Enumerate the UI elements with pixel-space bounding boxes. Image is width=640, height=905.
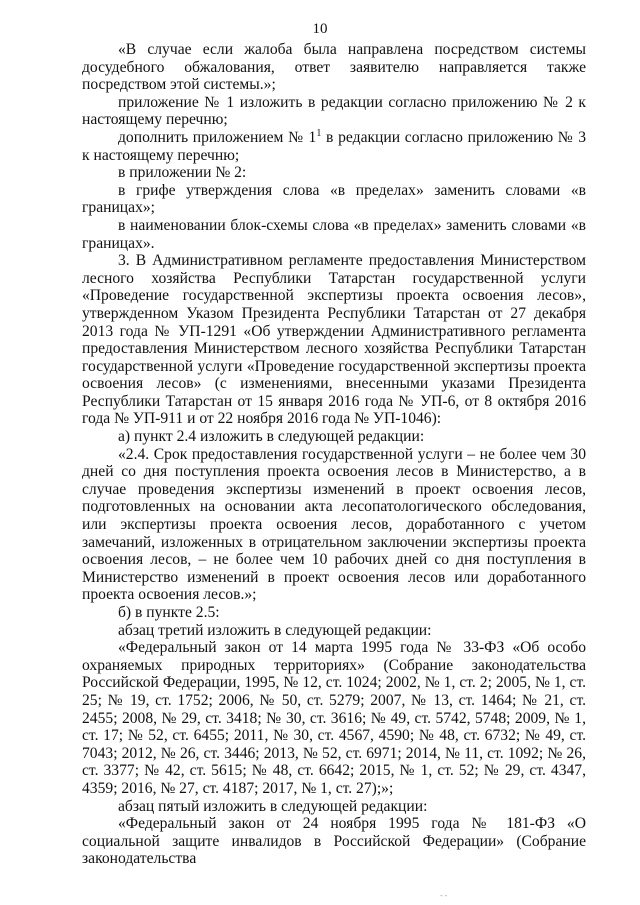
page-number: 10 (312, 21, 328, 37)
superscript-1: 1 (316, 127, 322, 139)
document-body (82, 41, 586, 868)
paragraph-4: в приложении № 2: (118, 164, 247, 182)
paragraph-3-rest: в редакции согласно приложению № 3 к настоящему перечню; (82, 128, 586, 164)
paragraph-8: а) пункт 2.4 изложить в следующей редакции: (118, 428, 425, 446)
paragraph-11: абзац третий изложить в следующей редакции: (118, 621, 432, 639)
paragraph-1: «В случае если жалоба была направлена посредством системы досудебного обжалования, ответ заявителю направляется также посредством этой системы.»; (82, 41, 586, 94)
footer-mark: - - (440, 891, 448, 900)
paragraph-9: «2.4. Срок предоставления государственной услуги – не более чем 30 дней со дня поступления проекта освоения лесов в Министерство, а в случае проведения экспертизы изменений в проект освоения лесов, подготовленных на основании акта лесопатологического обследования, или экспертизы проекта освоения лесов, доработанного с учетом замечаний, изложенных в отрицательном заключении экспертизы проекта освоения лесов, – не более чем 10 рабочих дней со дня поступления в Министерство изменений в проект освоения лесов или доработанного проекта освоения лесов.»; (82, 445, 586, 604)
paragraph-7: 3. В Административном регламенте предоставления Министерством лесного хозяйства Республики Татарстан государственной услуги «Проведение государственной экспертизы проекта освоения лесов», утвержденном Указом Президента Республики Татарстан от 27 декабря 2013 года № УП-1291 «Об утверждении Административного регламента предоставления Министерством лесного хозяйства Республики Татарстан государственной услуги «Проведение государственной экспертизы проекта освоения лесов» (с изменениями, внесенными указами Президента Республики Татарстан от 15 января 2016 года № УП-6, от 8 октября 2016 года № УП-911 и от 22 ноября 2016 года № УП-1046): (82, 252, 586, 428)
paragraph-12: «Федеральный закон от 14 марта 1995 года № 33-ФЗ «Об особо охраняемых природных территориях» (Собрание законодательства Российской Федерации, 1995, № 12, ст. 1024; 2002, № 1, ст. 2; 2005, № 1, ст. 25; № 19, ст. 1752; 2006, № 50, ст. 5279; 2007, № 13, ст. 1464; № 21, ст. 2455; 2008, № 29, ст. 3418; № 30, ст. 3616; № 49, ст. 5742, 5748; 2009, № 1, ст. 17; № 52, ст. 6455; 2011, № 30, ст. 4567, 4590; № 48, ст. 6732; № 49, ст. 7043; 2012, № 26, ст. 3446; 2013, № 52, ст. 6971; 2014, № 11, ст. 1092; № 26, ст. 3377; № 42, ст. 5615; № 48, ст. 6642; 2015, № 1, ст. 52; № 29, ст. 4347, 4359; 2016, № 27, ст. 4187; 2017, № 1, ст. 27);»; (82, 639, 586, 797)
paragraph-10: б) в пункте 2.5: (118, 604, 220, 621)
paragraph-14: «Федеральный закон от 24 ноября 1995 года № 181-ФЗ «О социальной защите инвалидов в Российской Федерации» (Собрание законодательства (82, 815, 586, 868)
paragraph-3-prefix: дополнить приложением № 1 (118, 128, 317, 146)
paragraph-2: приложение № 1 изложить в редакции согласно приложению № 2 к настоящему перечню; (82, 93, 586, 129)
paragraph-5: в грифе утверждения слова «в пределах» заменить словами «в границах»; (82, 181, 586, 217)
paragraph-6: в наименовании блок-схемы слова «в пределах» заменить словами «в границах». (82, 216, 586, 252)
paragraph-13: абзац пятый изложить в следующей редакции: (118, 797, 428, 815)
paragraph-3 (82, 129, 586, 164)
